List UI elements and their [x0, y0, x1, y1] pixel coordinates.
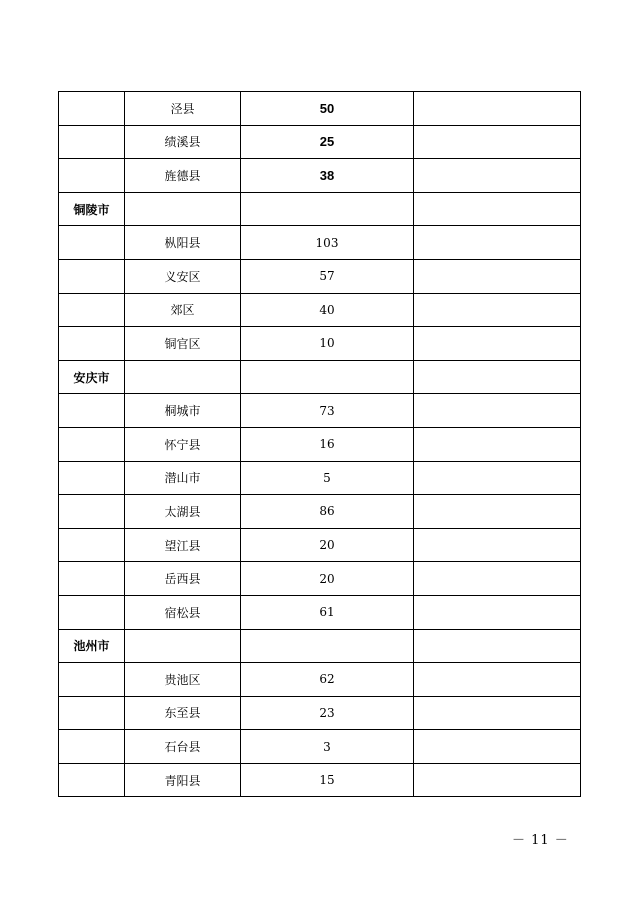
city-cell [59, 696, 125, 730]
city-cell [59, 327, 125, 361]
city-cell [59, 125, 125, 159]
note-cell [414, 125, 581, 159]
county-cell: 枞阳县 [125, 226, 241, 260]
city-cell [59, 595, 125, 629]
note-cell [414, 293, 581, 327]
county-cell: 青阳县 [125, 763, 241, 797]
county-cell: 石台县 [125, 730, 241, 764]
note-cell [414, 595, 581, 629]
city-cell [59, 159, 125, 193]
note-cell [414, 92, 581, 126]
city-cell [59, 730, 125, 764]
table-row [59, 360, 581, 394]
table-row [59, 293, 581, 327]
note-cell [414, 461, 581, 495]
table-row [59, 595, 581, 629]
city-cell [59, 259, 125, 293]
count-cell [241, 192, 414, 226]
note-cell [414, 763, 581, 797]
table-row [59, 528, 581, 562]
county-cell: 铜官区 [125, 327, 241, 361]
county-cell: 宿松县 [125, 595, 241, 629]
count-cell: 57 [241, 259, 414, 293]
county-cell: 望江县 [125, 528, 241, 562]
note-cell [414, 192, 581, 226]
table-row [59, 125, 581, 159]
note-cell [414, 495, 581, 529]
city-cell [59, 461, 125, 495]
county-cell: 泾县 [125, 92, 241, 126]
allocation-table [58, 91, 581, 797]
table-row [59, 394, 581, 428]
city-cell [59, 427, 125, 461]
county-cell: 义安区 [125, 259, 241, 293]
table-row [59, 696, 581, 730]
note-cell [414, 259, 581, 293]
count-cell: 40 [241, 293, 414, 327]
count-cell: 38 [241, 159, 414, 193]
note-cell [414, 663, 581, 697]
county-cell [125, 360, 241, 394]
note-cell [414, 327, 581, 361]
count-cell: 20 [241, 562, 414, 596]
table-row [59, 461, 581, 495]
city-cell [59, 394, 125, 428]
city-cell [59, 495, 125, 529]
county-cell: 贵池区 [125, 663, 241, 697]
count-cell: 50 [241, 92, 414, 126]
county-cell: 岳西县 [125, 562, 241, 596]
count-cell [241, 629, 414, 663]
table-row [59, 226, 581, 260]
table-row [59, 629, 581, 663]
county-cell [125, 629, 241, 663]
count-cell: 73 [241, 394, 414, 428]
count-cell: 3 [241, 730, 414, 764]
city-cell [59, 763, 125, 797]
count-cell: 23 [241, 696, 414, 730]
table-row [59, 663, 581, 697]
table-row [59, 427, 581, 461]
table-row [59, 763, 581, 797]
city-cell: 池州市 [59, 629, 125, 663]
city-cell [59, 226, 125, 260]
table-row [59, 159, 581, 193]
page-number: － 11 － [512, 833, 569, 848]
county-cell: 潜山市 [125, 461, 241, 495]
count-cell: 15 [241, 763, 414, 797]
count-cell: 86 [241, 495, 414, 529]
count-cell: 61 [241, 595, 414, 629]
county-cell: 郊区 [125, 293, 241, 327]
city-cell [59, 528, 125, 562]
county-cell: 太湖县 [125, 495, 241, 529]
note-cell [414, 360, 581, 394]
city-cell: 安庆市 [59, 360, 125, 394]
note-cell [414, 696, 581, 730]
city-cell [59, 92, 125, 126]
count-cell: 5 [241, 461, 414, 495]
city-cell [59, 663, 125, 697]
count-cell: 103 [241, 226, 414, 260]
count-cell: 10 [241, 327, 414, 361]
county-cell [125, 192, 241, 226]
table-body [59, 92, 581, 797]
count-cell: 20 [241, 528, 414, 562]
county-cell: 绩溪县 [125, 125, 241, 159]
count-cell: 62 [241, 663, 414, 697]
note-cell [414, 159, 581, 193]
table-row [59, 259, 581, 293]
note-cell [414, 394, 581, 428]
note-cell [414, 427, 581, 461]
county-cell: 旌德县 [125, 159, 241, 193]
table-row [59, 192, 581, 226]
note-cell [414, 629, 581, 663]
note-cell [414, 562, 581, 596]
table-row [59, 495, 581, 529]
note-cell [414, 226, 581, 260]
table-row [59, 327, 581, 361]
table-row [59, 92, 581, 126]
table-row [59, 730, 581, 764]
county-cell: 桐城市 [125, 394, 241, 428]
county-cell: 东至县 [125, 696, 241, 730]
county-cell: 怀宁县 [125, 427, 241, 461]
city-cell: 铜陵市 [59, 192, 125, 226]
city-cell [59, 293, 125, 327]
note-cell [414, 730, 581, 764]
count-cell: 16 [241, 427, 414, 461]
count-cell: 25 [241, 125, 414, 159]
city-cell [59, 562, 125, 596]
note-cell [414, 528, 581, 562]
table-row [59, 562, 581, 596]
count-cell [241, 360, 414, 394]
